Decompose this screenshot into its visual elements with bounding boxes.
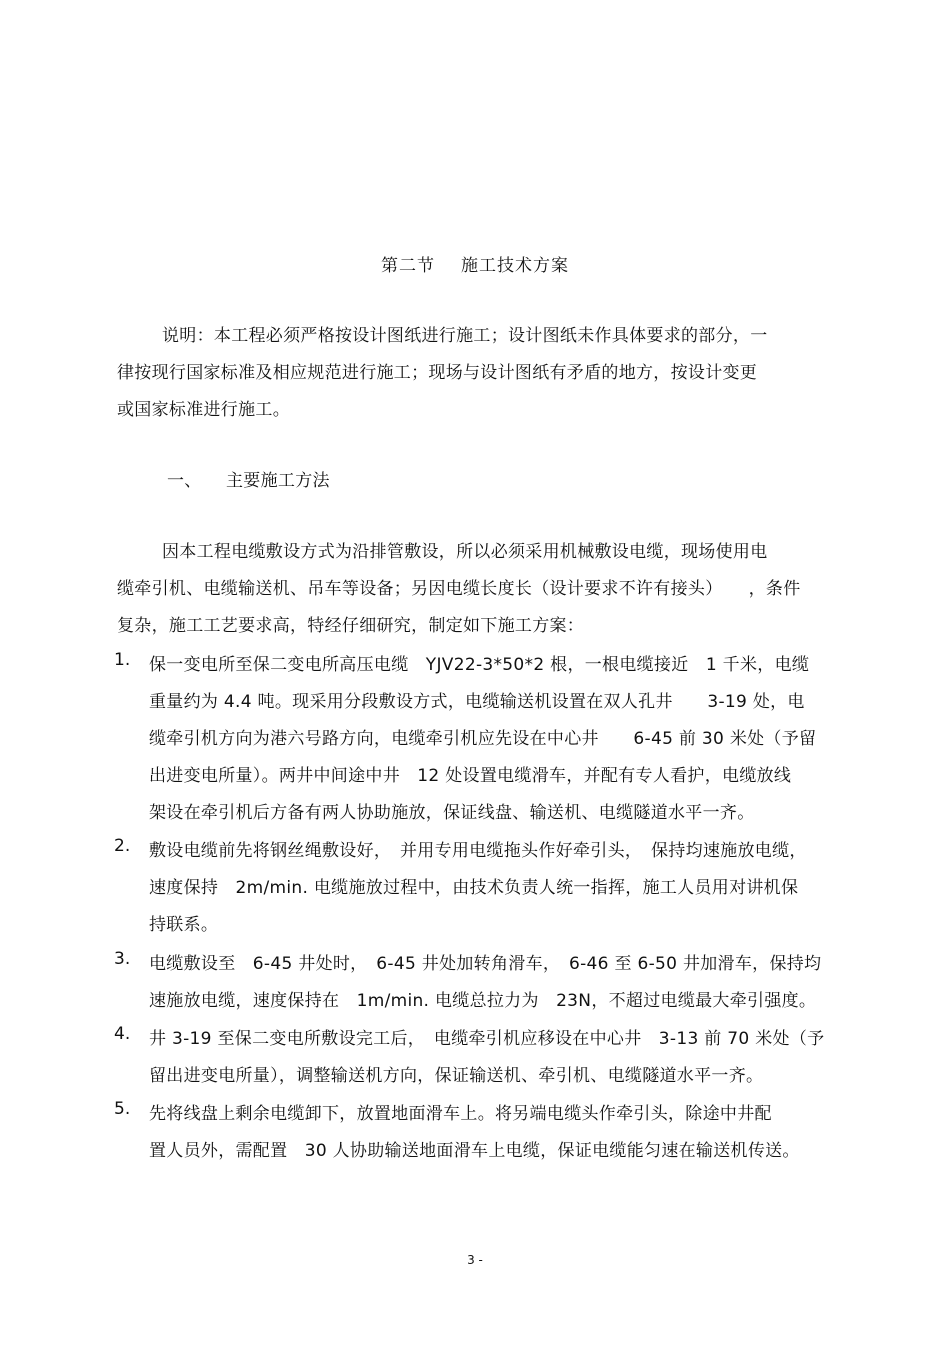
section-title <box>0 251 950 276</box>
section-number: 第二节 <box>381 256 435 276</box>
paragraph-line: 因本工程电缆敷设方式为沿排管敷设，所以必须采用机械敷设电缆，现场使用电 <box>162 542 768 562</box>
item-line: 重量约为 4.4 吨。现采用分段敷设方式，电缆输送机设置在双人孔井 3-19 处，电 <box>149 692 805 712</box>
item-line: 速度保持 2m/min. 电缆施放过程中，由技术负责人统一指挥，施工人员用对讲机保 <box>149 878 799 898</box>
item-line: 置人员外，需配置 30 人协助输送地面滑车上电缆，保证电缆能匀速在输送机传送。 <box>149 1141 800 1161</box>
page-number: 3 - <box>467 1253 483 1267</box>
heading-number: 一、 <box>167 471 202 491</box>
paragraph-line: 缆牵引机、电缆输送机、吊车等设备；另因电缆长度长（设计要求不许有接头） ，条件 <box>117 579 801 599</box>
item-line: 保一变电所至保二变电所高压电缆 YJV22-3*50*2 根，一根电缆接近 1 千米，电缆 <box>149 655 810 675</box>
heading-text: 主要施工方法 <box>226 471 330 491</box>
section-heading: 施工技术方案 <box>461 256 569 276</box>
item-line: 先将线盘上剩余电缆卸下，放置地面滑车上。将另端电缆头作牵引头，除途中井配 <box>149 1104 772 1124</box>
item-line: 速施放电缆，速度保持在 1m/min. 电缆总拉力为 23N，不超过电缆最大牵引强度。 <box>149 991 817 1011</box>
intro-line: 或国家标准进行施工。 <box>117 400 290 420</box>
item-line: 敷设电缆前先将钢丝绳敷设好， 并用专用电缆拖头作好牵引头， 保持均速施放电缆， <box>149 841 807 861</box>
item-line: 电缆敷设至 6-45 井处时， 6-45 井处加转角滑车， 6-46 至 6-50 井加滑车，保持均 <box>149 954 822 974</box>
item-number: 2. <box>114 836 131 856</box>
item-number: 3. <box>114 949 131 969</box>
item-line: 持联系。 <box>149 915 219 935</box>
paragraph-line: 复杂，施工工艺要求高，特经仔细研究，制定如下施工方案： <box>117 616 585 636</box>
item-line: 架设在牵引机后方备有两人协助施放，保证线盘、输送机、电缆隧道水平一齐。 <box>149 803 755 823</box>
item-line: 井 3-19 至保二变电所敷设完工后， 电缆牵引机应移设在中心井 3-13 前 70 米处（予 <box>149 1029 825 1049</box>
item-line: 出进变电所量）。两井中间途中井 12 处设置电缆滑车，并配有专人看护，电缆放线 <box>149 766 792 786</box>
item-line: 缆牵引机方向为港六号路方向，电缆牵引机应先设在中心井 6-45 前 30 米处（予留 <box>149 729 817 749</box>
item-number: 1. <box>114 650 131 670</box>
item-number: 5. <box>114 1099 131 1119</box>
item-number: 4. <box>114 1024 131 1044</box>
item-line: 留出进变电所量），调整输送机方向，保证输送机、牵引机、电缆隧道水平一齐。 <box>149 1066 764 1086</box>
intro-line: 律按现行国家标准及相应规范进行施工；现场与设计图纸有矛盾的地方，按设计变更 <box>117 363 758 383</box>
intro-line: 说明：本工程必须严格按设计图纸进行施工；设计图纸未作具体要求的部分，一 <box>162 326 768 346</box>
